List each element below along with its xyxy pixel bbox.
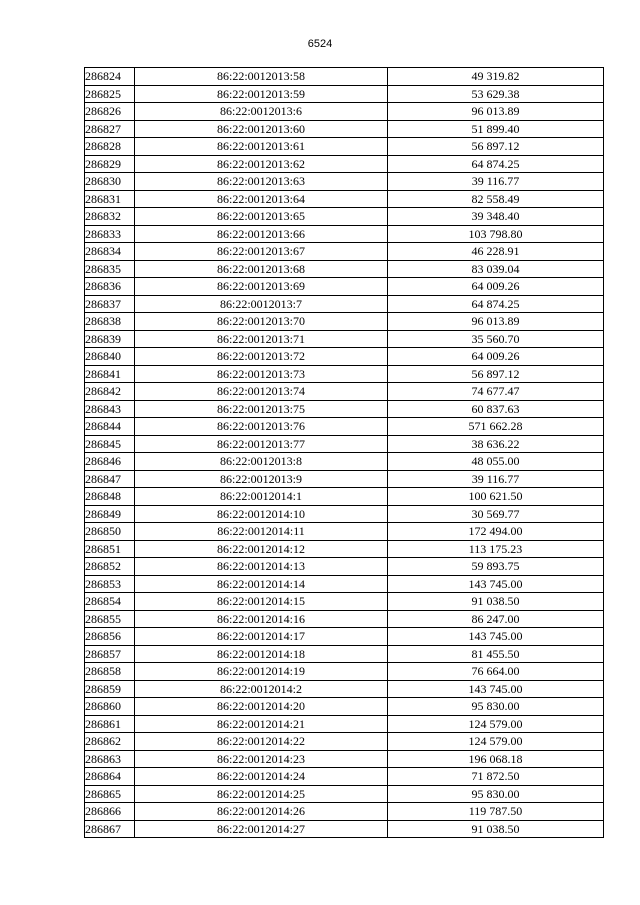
table-row xyxy=(85,120,604,138)
value-cell: 124 579.00 xyxy=(388,715,604,733)
record-number-cell: 286862 xyxy=(85,733,135,751)
value-cell: 39 348.40 xyxy=(388,208,604,226)
record-number-cell: 286856 xyxy=(85,628,135,646)
cadastral-number-cell: 86:22:0012013:6 xyxy=(135,103,388,121)
cadastral-number-cell: 86:22:0012014:13 xyxy=(135,558,388,576)
table-row xyxy=(85,383,604,401)
cadastral-number-cell: 86:22:0012014:11 xyxy=(135,523,388,541)
table-row xyxy=(85,523,604,541)
table-row xyxy=(85,190,604,208)
record-number-cell: 286850 xyxy=(85,523,135,541)
value-cell: 91 038.50 xyxy=(388,820,604,838)
table-row xyxy=(85,453,604,471)
value-cell: 39 116.77 xyxy=(388,470,604,488)
record-number-cell: 286826 xyxy=(85,103,135,121)
value-cell: 81 455.50 xyxy=(388,645,604,663)
record-number-cell: 286841 xyxy=(85,365,135,383)
record-number-cell: 286849 xyxy=(85,505,135,523)
table-row xyxy=(85,540,604,558)
value-cell: 38 636.22 xyxy=(388,435,604,453)
record-number-cell: 286836 xyxy=(85,278,135,296)
record-number-cell: 286844 xyxy=(85,418,135,436)
value-cell: 64 874.25 xyxy=(388,155,604,173)
record-number-cell: 286864 xyxy=(85,768,135,786)
record-number-cell: 286857 xyxy=(85,645,135,663)
cadastral-number-cell: 86:22:0012013:69 xyxy=(135,278,388,296)
record-number-cell: 286855 xyxy=(85,610,135,628)
table-row xyxy=(85,558,604,576)
record-number-cell: 286824 xyxy=(85,68,135,86)
value-cell: 30 569.77 xyxy=(388,505,604,523)
table-row xyxy=(85,470,604,488)
data-table xyxy=(84,67,604,838)
cadastral-number-cell: 86:22:0012014:24 xyxy=(135,768,388,786)
cadastral-number-cell: 86:22:0012013:62 xyxy=(135,155,388,173)
record-number-cell: 286853 xyxy=(85,575,135,593)
cadastral-number-cell: 86:22:0012014:15 xyxy=(135,593,388,611)
record-number-cell: 286838 xyxy=(85,313,135,331)
table-row xyxy=(85,645,604,663)
cadastral-number-cell: 86:22:0012013:9 xyxy=(135,470,388,488)
cadastral-number-cell: 86:22:0012013:61 xyxy=(135,138,388,156)
value-cell: 100 621.50 xyxy=(388,488,604,506)
cadastral-number-cell: 86:22:0012013:60 xyxy=(135,120,388,138)
table-row xyxy=(85,295,604,313)
table-row xyxy=(85,435,604,453)
cadastral-number-cell: 86:22:0012013:64 xyxy=(135,190,388,208)
cadastral-number-cell: 86:22:0012014:21 xyxy=(135,715,388,733)
value-cell: 83 039.04 xyxy=(388,260,604,278)
table-row xyxy=(85,348,604,366)
value-cell: 196 068.18 xyxy=(388,750,604,768)
table-row xyxy=(85,505,604,523)
record-number-cell: 286833 xyxy=(85,225,135,243)
value-cell: 59 893.75 xyxy=(388,558,604,576)
record-number-cell: 286834 xyxy=(85,243,135,261)
record-number-cell: 286859 xyxy=(85,680,135,698)
cadastral-number-cell: 86:22:0012014:22 xyxy=(135,733,388,751)
value-cell: 95 830.00 xyxy=(388,785,604,803)
value-cell: 74 677.47 xyxy=(388,383,604,401)
value-cell: 39 116.77 xyxy=(388,173,604,191)
cadastral-number-cell: 86:22:0012013:67 xyxy=(135,243,388,261)
value-cell: 35 560.70 xyxy=(388,330,604,348)
cadastral-number-cell: 86:22:0012013:7 xyxy=(135,295,388,313)
value-cell: 124 579.00 xyxy=(388,733,604,751)
cadastral-number-cell: 86:22:0012013:63 xyxy=(135,173,388,191)
value-cell: 64 874.25 xyxy=(388,295,604,313)
cadastral-number-cell: 86:22:0012014:18 xyxy=(135,645,388,663)
record-number-cell: 286852 xyxy=(85,558,135,576)
table-row xyxy=(85,628,604,646)
record-number-cell: 286865 xyxy=(85,785,135,803)
cadastral-number-cell: 86:22:0012013:71 xyxy=(135,330,388,348)
record-number-cell: 286832 xyxy=(85,208,135,226)
table-row xyxy=(85,85,604,103)
cadastral-number-cell: 86:22:0012014:10 xyxy=(135,505,388,523)
table-row xyxy=(85,400,604,418)
page-number: 6524 xyxy=(307,38,333,50)
record-number-cell: 286837 xyxy=(85,295,135,313)
record-number-cell: 286845 xyxy=(85,435,135,453)
cadastral-number-cell: 86:22:0012014:2 xyxy=(135,680,388,698)
table-row xyxy=(85,260,604,278)
cadastral-number-cell: 86:22:0012013:59 xyxy=(135,85,388,103)
table-row xyxy=(85,488,604,506)
record-number-cell: 286861 xyxy=(85,715,135,733)
cadastral-number-cell: 86:22:0012013:77 xyxy=(135,435,388,453)
cadastral-number-cell: 86:22:0012013:66 xyxy=(135,225,388,243)
record-number-cell: 286842 xyxy=(85,383,135,401)
value-cell: 103 798.80 xyxy=(388,225,604,243)
value-cell: 95 830.00 xyxy=(388,698,604,716)
value-cell: 143 745.00 xyxy=(388,628,604,646)
table-row xyxy=(85,698,604,716)
value-cell: 76 664.00 xyxy=(388,663,604,681)
record-number-cell: 286831 xyxy=(85,190,135,208)
record-number-cell: 286848 xyxy=(85,488,135,506)
table-row xyxy=(85,575,604,593)
value-cell: 96 013.89 xyxy=(388,313,604,331)
cadastral-number-cell: 86:22:0012014:1 xyxy=(135,488,388,506)
cadastral-number-cell: 86:22:0012013:65 xyxy=(135,208,388,226)
table-row xyxy=(85,820,604,838)
record-number-cell: 286828 xyxy=(85,138,135,156)
cadastral-number-cell: 86:22:0012014:16 xyxy=(135,610,388,628)
cadastral-number-cell: 86:22:0012013:74 xyxy=(135,383,388,401)
record-number-cell: 286866 xyxy=(85,803,135,821)
record-number-cell: 286835 xyxy=(85,260,135,278)
table-row xyxy=(85,733,604,751)
record-number-cell: 286839 xyxy=(85,330,135,348)
value-cell: 91 038.50 xyxy=(388,593,604,611)
table-row xyxy=(85,663,604,681)
value-cell: 143 745.00 xyxy=(388,680,604,698)
record-number-cell: 286863 xyxy=(85,750,135,768)
cadastral-number-cell: 86:22:0012014:26 xyxy=(135,803,388,821)
value-cell: 53 629.38 xyxy=(388,85,604,103)
value-cell: 51 899.40 xyxy=(388,120,604,138)
table-row xyxy=(85,330,604,348)
table-row xyxy=(85,173,604,191)
table-row xyxy=(85,155,604,173)
cadastral-number-cell: 86:22:0012013:73 xyxy=(135,365,388,383)
cadastral-number-cell: 86:22:0012013:72 xyxy=(135,348,388,366)
cadastral-number-cell: 86:22:0012013:70 xyxy=(135,313,388,331)
value-cell: 56 897.12 xyxy=(388,365,604,383)
table-row xyxy=(85,680,604,698)
table-row xyxy=(85,610,604,628)
value-cell: 571 662.28 xyxy=(388,418,604,436)
record-number-cell: 286825 xyxy=(85,85,135,103)
cadastral-number-cell: 86:22:0012013:68 xyxy=(135,260,388,278)
record-number-cell: 286840 xyxy=(85,348,135,366)
value-cell: 119 787.50 xyxy=(388,803,604,821)
table-row xyxy=(85,138,604,156)
cadastral-number-cell: 86:22:0012014:23 xyxy=(135,750,388,768)
table-row xyxy=(85,68,604,86)
value-cell: 60 837.63 xyxy=(388,400,604,418)
record-number-cell: 286829 xyxy=(85,155,135,173)
cadastral-number-cell: 86:22:0012013:58 xyxy=(135,68,388,86)
cadastral-number-cell: 86:22:0012014:27 xyxy=(135,820,388,838)
record-number-cell: 286858 xyxy=(85,663,135,681)
cadastral-number-cell: 86:22:0012013:75 xyxy=(135,400,388,418)
table-row xyxy=(85,785,604,803)
table-row xyxy=(85,750,604,768)
record-number-cell: 286854 xyxy=(85,593,135,611)
table-row xyxy=(85,768,604,786)
table-row xyxy=(85,243,604,261)
table-row xyxy=(85,715,604,733)
value-cell: 64 009.26 xyxy=(388,348,604,366)
table-row xyxy=(85,803,604,821)
table-body xyxy=(85,68,604,838)
record-number-cell: 286860 xyxy=(85,698,135,716)
value-cell: 113 175.23 xyxy=(388,540,604,558)
value-cell: 86 247.00 xyxy=(388,610,604,628)
value-cell: 56 897.12 xyxy=(388,138,604,156)
table-row xyxy=(85,365,604,383)
record-number-cell: 286827 xyxy=(85,120,135,138)
table-row xyxy=(85,593,604,611)
value-cell: 46 228.91 xyxy=(388,243,604,261)
cadastral-number-cell: 86:22:0012014:17 xyxy=(135,628,388,646)
value-cell: 64 009.26 xyxy=(388,278,604,296)
table-row xyxy=(85,313,604,331)
record-number-cell: 286830 xyxy=(85,173,135,191)
table-row xyxy=(85,278,604,296)
cadastral-number-cell: 86:22:0012014:20 xyxy=(135,698,388,716)
table-row xyxy=(85,103,604,121)
cadastral-number-cell: 86:22:0012014:12 xyxy=(135,540,388,558)
cadastral-number-cell: 86:22:0012014:19 xyxy=(135,663,388,681)
cadastral-number-cell: 86:22:0012014:25 xyxy=(135,785,388,803)
record-number-cell: 286846 xyxy=(85,453,135,471)
record-number-cell: 286851 xyxy=(85,540,135,558)
cadastral-number-cell: 86:22:0012014:14 xyxy=(135,575,388,593)
record-number-cell: 286867 xyxy=(85,820,135,838)
table-row xyxy=(85,418,604,436)
value-cell: 96 013.89 xyxy=(388,103,604,121)
cadastral-number-cell: 86:22:0012013:76 xyxy=(135,418,388,436)
value-cell: 143 745.00 xyxy=(388,575,604,593)
value-cell: 172 494.00 xyxy=(388,523,604,541)
cadastral-number-cell: 86:22:0012013:8 xyxy=(135,453,388,471)
record-number-cell: 286847 xyxy=(85,470,135,488)
value-cell: 49 319.82 xyxy=(388,68,604,86)
value-cell: 48 055.00 xyxy=(388,453,604,471)
table-row xyxy=(85,208,604,226)
value-cell: 71 872.50 xyxy=(388,768,604,786)
table-row xyxy=(85,225,604,243)
value-cell: 82 558.49 xyxy=(388,190,604,208)
record-number-cell: 286843 xyxy=(85,400,135,418)
